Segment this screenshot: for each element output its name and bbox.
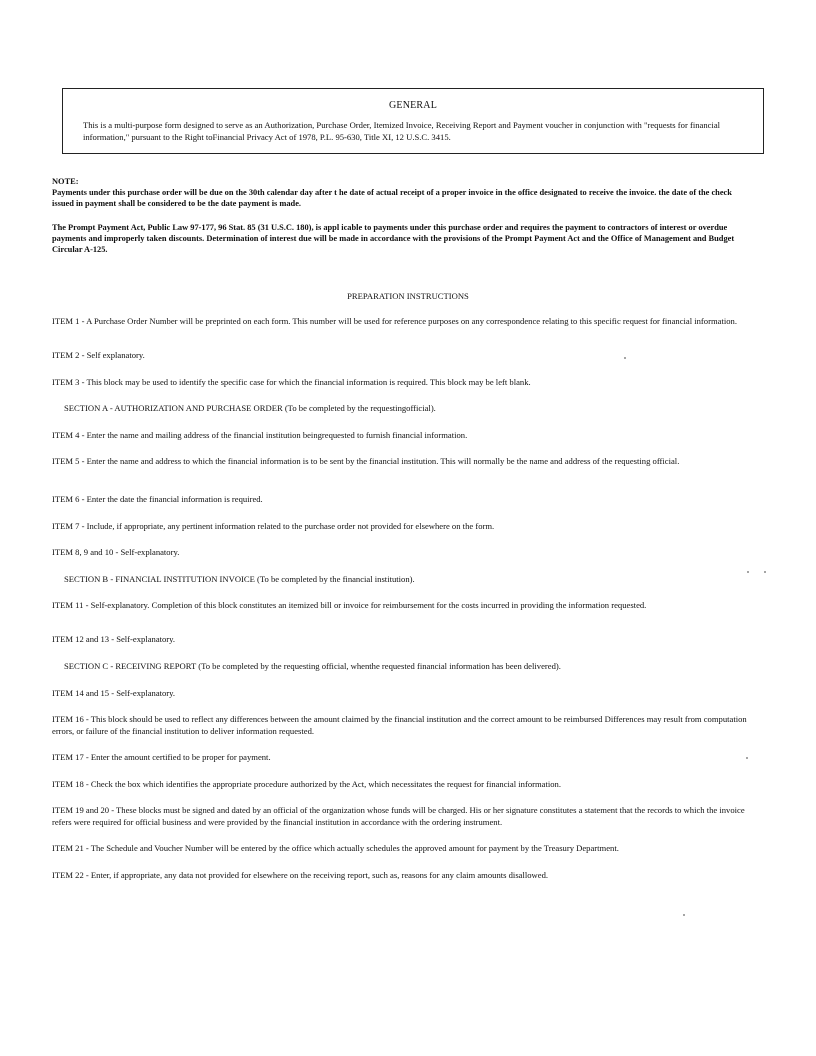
item-8-9-10: ITEM 8, 9 and 10 - Self-explanatory. [52, 547, 180, 557]
general-title: GENERAL [388, 100, 438, 111]
general-box [62, 88, 764, 154]
note-paragraph-1: Payments under this purchase order will be due on the 30th calendar day after t he date of actual receipt of a proper invoice in the office designated to receive the invoice. the date of the check issued in payment shall be considered to be the date payment is made. [52, 188, 732, 208]
scan-speck [747, 571, 749, 573]
section-c-heading: SECTION C - RECEIVING REPORT (To be completed by the requesting official, whenthe requested financial information has been delivered). [64, 661, 561, 671]
scan-speck [764, 571, 766, 573]
item-19-20: ITEM 19 and 20 - These blocks must be signed and dated by an official of the organization whose funds will be charged. His or her signature constitutes a statement that the records to which the invoice refers were required for official business and were provided by the financial institution in accordance with the ordering instrument. [52, 805, 745, 827]
preparation-instructions-title: PREPARATION INSTRUCTIONS [347, 291, 469, 301]
item-16: ITEM 16 - This block should be used to reflect any differences between the amount claimed by the financial institution and the correct amount to be reimbursed Differences may result from computation errors, or failure of the financial institution to deliver information requested. [52, 714, 747, 736]
note-block [52, 176, 752, 255]
item-17: ITEM 17 - Enter the amount certified to be proper for payment. [52, 752, 271, 762]
item-21: ITEM 21 - The Schedule and Voucher Number will be entered by the office which actually schedules the approved amount for payment by the Treasury Department. [52, 843, 619, 853]
item-2: ITEM 2 - Self explanatory. [52, 350, 145, 360]
section-a-heading: SECTION A - AUTHORIZATION AND PURCHASE ORDER (To be completed by the requestingofficial). [64, 403, 436, 413]
item-22: ITEM 22 - Enter, if appropriate, any data not provided for elsewhere on the receiving report, such as, reasons for any claim amounts disallowed. [52, 870, 549, 880]
scan-speck [746, 757, 748, 759]
item-1: ITEM 1 - A Purchase Order Number will be preprinted on each form. This number will be used for reference purposes on any correspondence relating to this specific request for financial information. [52, 316, 737, 326]
item-12-13: ITEM 12 and 13 - Self-explanatory. [52, 634, 176, 644]
section-b-heading: SECTION B - FINANCIAL INSTITUTION INVOICE (To be completed by the financial institution). [64, 574, 415, 584]
item-5: ITEM 5 - Enter the name and address to which the financial information is to be sent by the financial institution. This will normally be the name and address of the requesting official. [52, 456, 680, 466]
item-11: ITEM 11 - Self-explanatory. Completion of this block constitutes an itemized bill or invoice for reimbursement for the costs incurred in providing the information requested. [52, 600, 647, 610]
note-paragraph-2: The Prompt Payment Act, Public Law 97-177, 96 Stat. 85 (31 U.S.C. 180), is appl icable to payments under this purchase order and requires the payment to contractors of interest or overdue payments and improperly taken discounts. Determination of interest due will be made in accordance with the provisions of the Prompt Payment Act and the Office of Management and Budget Circular A-125. [52, 223, 735, 254]
item-14-15: ITEM 14 and 15 - Self-explanatory. [52, 688, 176, 698]
item-6: ITEM 6 - Enter the date the financial information is required. [52, 494, 263, 504]
item-7: ITEM 7 - Include, if appropriate, any pertinent information related to the purchase order not provided for elsewhere on the form. [52, 521, 495, 531]
scan-speck [624, 357, 626, 359]
item-4: ITEM 4 - Enter the name and mailing address of the financial institution beingrequested to furnish financial information. [52, 430, 468, 440]
scan-speck [683, 914, 685, 916]
note-label: NOTE: [52, 177, 79, 186]
general-text: This is a multi-purpose form designed to serve as an Authorization, Purchase Order, Itemized Invoice, Receiving Report and Payment voucher in conjunction with "requests for financial information," pursuant to the Right toFinancial Privacy Act of 1978, P.L. 95-630, Title XI, 12 U.S.C. 3415. [83, 120, 721, 142]
item-18: ITEM 18 - Check the box which identifies the appropriate procedure authorized by the Act, which necessitates the request for financial information. [52, 779, 562, 789]
item-3: ITEM 3 - This block may be used to identify the specific case for which the financial information is required. This block may be left blank. [52, 377, 531, 387]
